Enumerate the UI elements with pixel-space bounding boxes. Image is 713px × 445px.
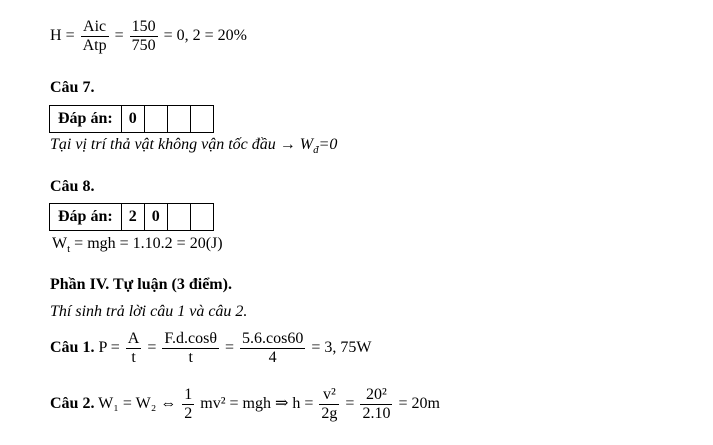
- fraction-half: $\frac{1}{2}$: [184, 386, 193, 422]
- q8-answer-label: Đáp án:: [50, 204, 122, 231]
- q7-cell-2: [144, 106, 167, 133]
- fraction-v2-2g: $\frac{\text{v²}}{2g}$: [321, 386, 338, 422]
- part4-title: Phần IV. Tự luận (3 điểm).: [50, 276, 232, 293]
- q7-answer-box: [49, 105, 214, 133]
- c1-line: Câu 1. P = $\frac{A}{t}$ = $\frac{F.d.\cos\theta}{t}$ = $\frac{5.6.\cos 60}{4}$ = 3, 75W: [50, 330, 372, 366]
- q7-cell-3: [167, 106, 190, 133]
- fraction-fdcos-t: $\frac{F.d.\cos\theta}{t}$: [164, 330, 217, 366]
- fraction-202-210: $\frac{\text{20²}}{2.10}$: [362, 386, 391, 422]
- efficiency-result: = 0, 2 = 20%: [163, 27, 247, 45]
- fraction-aic-atp: $\frac{\text{Aic}}{\text{Atp}}$: [82, 18, 107, 54]
- efficiency-lhs: H: [50, 27, 62, 45]
- q8-title: Câu 8.: [50, 178, 95, 195]
- fraction-150-750: $\frac{150}{750}$: [131, 18, 156, 54]
- q8-cell-3: [167, 204, 190, 231]
- q7-note: Tại vị trí thả vật không vận tốc đầu → $W_đ=0$: [50, 136, 338, 157]
- q7-title: Câu 7.: [50, 79, 95, 96]
- q8-formula: $W_t$ = mgh = 1.10.2 = 20(J): [52, 235, 223, 256]
- q8-cell-1: 2: [121, 204, 144, 231]
- q8-cell-4: [190, 204, 213, 231]
- q8-answer-box: [49, 203, 214, 231]
- fraction-a-t: $\frac{A}{t}$: [127, 330, 140, 366]
- fraction-56cos60-4: $\frac{5.6.\cos 60}{4}$: [242, 330, 304, 366]
- q7-answer-label: Đáp án:: [50, 106, 122, 133]
- c2-line: Câu 2. W₁ = W₂ ⇔ $\frac{1}{2}$ mv² = mgh ⇒ h = $\frac{\text{v²}}{2g}$ = $\frac{\text{20²}}{2.10}$ = 20m: [50, 386, 440, 422]
- q8-cell-2: 0: [144, 204, 167, 231]
- c2-label: Câu 2.: [50, 395, 95, 413]
- q7-cell-1: 0: [121, 106, 144, 133]
- efficiency-formula: H = $\frac{\text{Aic}}{\text{Atp}}$ = $\frac{150}{750}$ = 0, 2 = 20%: [50, 18, 247, 54]
- part4-instruction: Thí sinh trả lời câu 1 và câu 2.: [50, 303, 248, 320]
- arrow-right-icon: →: [279, 136, 296, 153]
- q7-cell-4: [190, 106, 213, 133]
- c1-label: Câu 1.: [50, 339, 95, 357]
